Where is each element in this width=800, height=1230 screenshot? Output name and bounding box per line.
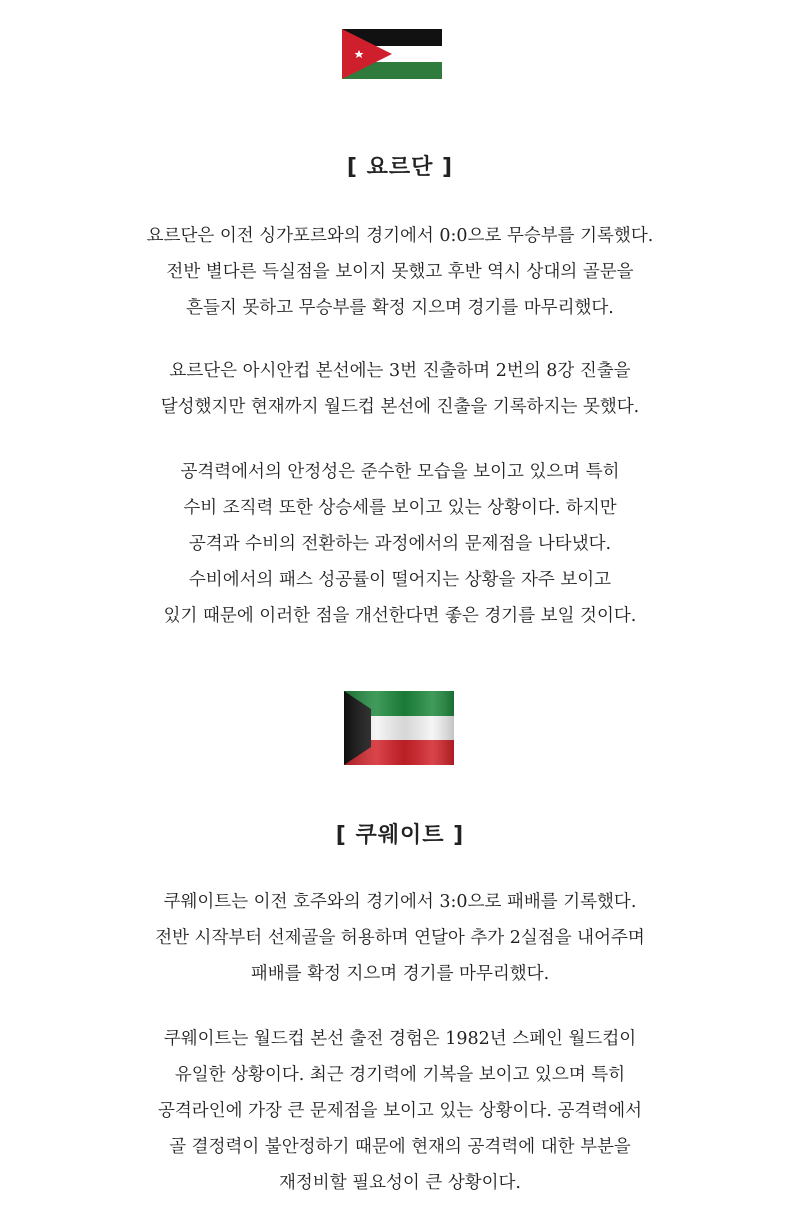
section-title-jordan: [ 요르단 ] (346, 155, 454, 180)
text-line: 공격과 수비의 전환하는 과정에서의 문제점을 나타냈다. (188, 534, 612, 554)
text-line: 전반 시작부터 선제골을 허용하며 연달아 추가 2실점을 내어주며 (155, 928, 645, 948)
text-line: 재정비할 필요성이 큰 상황이다. (278, 1173, 521, 1193)
jordan-flag-icon (342, 29, 442, 79)
text-line: 쿠웨이트는 월드컵 본선 출전 경험은 1982년 스페인 월드컵이 (163, 1029, 637, 1049)
text-line: 공격라인에 가장 큰 문제점을 보이고 있는 상황이다. 공격력에서 (157, 1101, 643, 1121)
section-title-kuwait: [ 쿠웨이트 ] (335, 823, 465, 848)
text-line: 유일한 상황이다. 최근 경기력에 기복을 보이고 있으며 특히 (174, 1065, 626, 1085)
text-line: 달성했지만 현재까지 월드컵 본선에 진출을 기록하지는 못했다. (160, 397, 640, 417)
paragraph (0, 454, 800, 634)
text-line: 수비에서의 패스 성공률이 떨어지는 상황을 자주 보이고 (188, 570, 612, 590)
paragraph (0, 1021, 800, 1201)
text-line: 패배를 확정 지으며 경기를 마무리했다. (250, 964, 550, 984)
text-line: 수비 조직력 또한 상승세를 보이고 있는 상황이다. 하지만 (183, 498, 617, 518)
text-line: 전반 별다른 득실점을 보이지 못했고 후반 역시 상대의 골문을 (166, 262, 634, 282)
text-line: 요르단은 이전 싱가포르와의 경기에서 0:0으로 무승부를 기록했다. (146, 226, 654, 246)
text-line: 쿠웨이트는 이전 호주와의 경기에서 3:0으로 패배를 기록했다. (163, 892, 637, 912)
text-line: 골 결정력이 불안정하기 때문에 현재의 공격력에 대한 부분을 (169, 1137, 631, 1157)
text-line: 요르단은 아시안컵 본선에는 3번 진출하며 2번의 8강 진출을 (169, 361, 631, 381)
paragraph (0, 884, 800, 992)
text-line: 공격력에서의 안정성은 준수한 모습을 보이고 있으며 특히 (180, 462, 620, 482)
text-line: 있기 때문에 이러한 점을 개선한다면 좋은 경기를 보일 것이다. (163, 606, 637, 626)
text-line: 흔들지 못하고 무승부를 확정 지으며 경기를 마무리했다. (186, 298, 614, 318)
paragraph (0, 353, 800, 425)
kuwait-flag-icon (344, 691, 454, 765)
paragraph (0, 218, 800, 326)
